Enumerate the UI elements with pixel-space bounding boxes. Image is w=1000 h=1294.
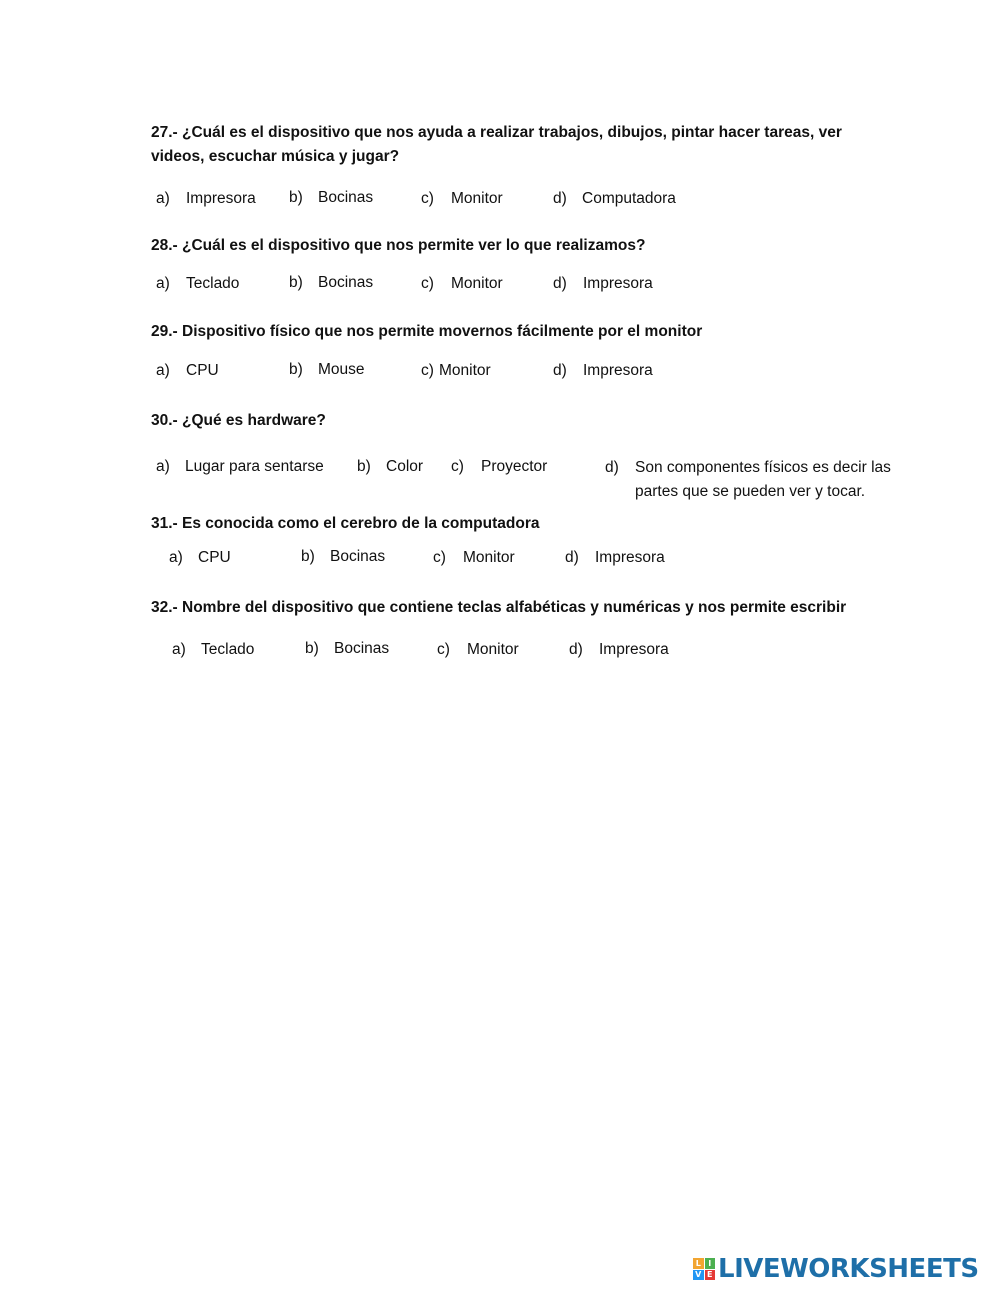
option-text: CPU (198, 549, 231, 566)
option-letter: d) (565, 549, 579, 566)
option-31-b[interactable] (301, 545, 385, 569)
option-text: Color (386, 458, 424, 475)
option-text: Bocinas (318, 189, 374, 206)
option-letter: c) (421, 275, 434, 292)
option-text: Teclado (201, 641, 255, 658)
option-29-a[interactable] (156, 359, 219, 383)
option-27-c[interactable] (421, 187, 503, 211)
option-27-d[interactable] (553, 187, 676, 211)
option-30-d[interactable] (605, 456, 905, 504)
option-text: Son componentes físicos es decir las partes que se pueden ver y tocar. (635, 459, 891, 500)
option-text: Bocinas (318, 274, 374, 291)
question-27: 27.- ¿Cuál es el dispositivo que nos ayuda a realizar trabajos, dibujos, pintar hacer tareas, ver videos, escuchar música y jugar? (151, 124, 842, 165)
option-31-d[interactable] (565, 546, 665, 570)
option-31-a[interactable] (169, 546, 231, 570)
option-text: Bocinas (334, 640, 390, 657)
option-letter: a) (156, 362, 170, 379)
option-letter: a) (169, 549, 183, 566)
logo-mark-cell: E (705, 1270, 716, 1281)
option-letter: c) (421, 190, 434, 207)
option-letter: d) (553, 190, 567, 207)
option-text: Lugar para sentarse (185, 458, 324, 475)
option-30-b[interactable] (357, 455, 423, 479)
option-28-d[interactable] (553, 272, 653, 296)
option-letter: a) (156, 190, 170, 207)
option-letter: b) (301, 548, 315, 565)
question-31: 31.- Es conocida como el cerebro de la computadora (151, 515, 540, 532)
option-29-d[interactable] (553, 359, 653, 383)
option-letter: c) (421, 362, 434, 379)
question-28: 28.- ¿Cuál es el dispositivo que nos permite ver lo que realizamos? (151, 237, 646, 254)
option-32-c[interactable] (437, 638, 519, 662)
option-text: Monitor (439, 362, 491, 379)
option-text: CPU (186, 362, 219, 379)
option-text: Monitor (467, 641, 519, 658)
option-text: Teclado (186, 275, 240, 292)
option-text: Monitor (451, 275, 503, 292)
option-27-a[interactable] (156, 187, 256, 211)
option-text: Impresora (599, 641, 669, 658)
option-text: Mouse (318, 361, 365, 378)
option-32-d[interactable] (569, 638, 669, 662)
liveworksheets-logo-icon (693, 1258, 715, 1280)
option-letter: d) (553, 275, 567, 292)
option-text: Impresora (186, 190, 256, 207)
logo-mark-cell: I (705, 1258, 716, 1269)
logo-mark-cell: L (693, 1258, 704, 1269)
option-32-a[interactable] (172, 638, 254, 662)
option-28-a[interactable] (156, 272, 239, 296)
option-letter: d) (569, 641, 583, 658)
option-text: Impresora (583, 275, 653, 292)
option-letter: a) (156, 275, 170, 292)
option-letter: c) (437, 641, 450, 658)
option-29-c[interactable] (421, 359, 491, 383)
option-29-b[interactable] (289, 358, 365, 382)
option-text: Proyector (481, 458, 548, 475)
option-letter: b) (289, 361, 303, 378)
question-30: 30.- ¿Qué es hardware? (151, 412, 326, 429)
option-letter: a) (156, 458, 170, 475)
liveworksheets-logo (693, 1254, 979, 1284)
option-text: Impresora (583, 362, 653, 379)
option-letter: c) (451, 458, 464, 475)
option-letter: b) (289, 274, 303, 291)
option-text: Monitor (451, 190, 503, 207)
option-text: Impresora (595, 549, 665, 566)
option-text: Monitor (463, 549, 515, 566)
option-letter: c) (433, 549, 446, 566)
logo-mark-cell: V (693, 1270, 704, 1281)
option-letter: d) (553, 362, 567, 379)
logo-text: LIVEWORKSHEETS (718, 1254, 979, 1284)
option-27-b[interactable] (289, 186, 373, 210)
option-32-b[interactable] (305, 637, 389, 661)
option-letter: d) (605, 459, 619, 476)
option-28-b[interactable] (289, 271, 373, 295)
option-30-c[interactable] (451, 455, 547, 479)
option-text: Computadora (582, 190, 676, 207)
option-letter: b) (289, 189, 303, 206)
option-30-a[interactable] (156, 455, 324, 479)
option-31-c[interactable] (433, 546, 515, 570)
option-letter: a) (172, 641, 186, 658)
question-32: 32.- Nombre del dispositivo que contiene teclas alfabéticas y numéricas y nos permite escribir (151, 599, 847, 616)
option-letter: b) (357, 458, 371, 475)
option-text: Bocinas (330, 548, 386, 565)
question-29: 29.- Dispositivo físico que nos permite movernos fácilmente por el monitor (151, 323, 703, 340)
option-28-c[interactable] (421, 272, 503, 296)
option-letter: b) (305, 640, 319, 657)
